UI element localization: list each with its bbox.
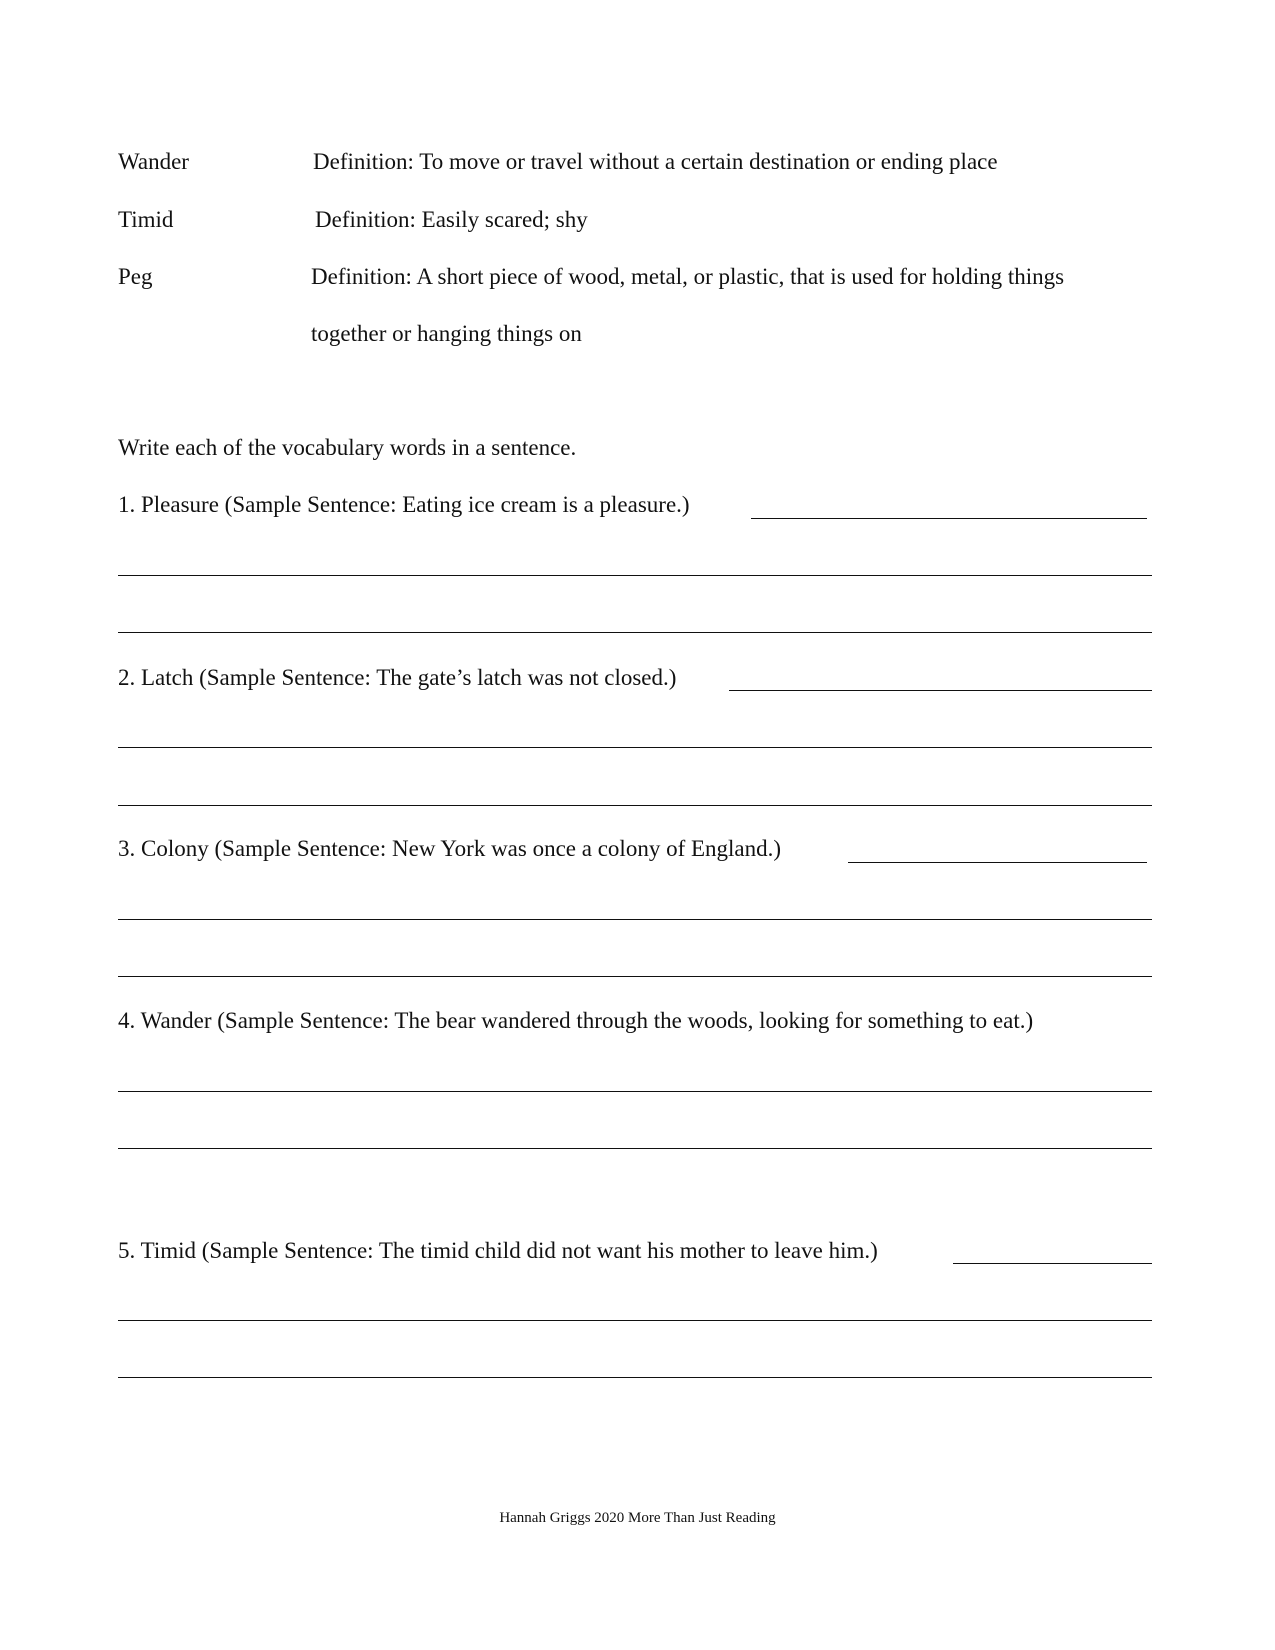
prompt-4: 4. Wander (Sample Sentence: The bear wandered through the woods, looking for something to eat.) [118, 1008, 1034, 1033]
answer-line[interactable] [729, 690, 1152, 691]
answer-line[interactable] [118, 632, 1152, 633]
answer-line[interactable] [118, 805, 1152, 806]
prompt-2: 2. Latch (Sample Sentence: The gate’s latch was not closed.) [118, 665, 677, 690]
vocab-definition-peg-continued: together or hanging things on [311, 321, 582, 346]
answer-line[interactable] [118, 919, 1152, 920]
vocab-word-timid: Timid [118, 207, 174, 232]
vocab-definition-timid: Definition: Easily scared; shy [315, 207, 588, 232]
vocab-word-wander: Wander [118, 149, 189, 174]
answer-line[interactable] [848, 862, 1147, 863]
vocab-definition-wander: Definition: To move or travel without a certain destination or ending place [313, 149, 998, 174]
answer-line[interactable] [118, 1148, 1152, 1149]
answer-line[interactable] [118, 747, 1152, 748]
answer-line[interactable] [118, 1377, 1152, 1378]
vocab-definition-peg: Definition: A short piece of wood, metal, or plastic, that is used for holding things [311, 264, 1065, 289]
vocab-word-peg: Peg [118, 264, 153, 289]
prompt-3: 3. Colony (Sample Sentence: New York was once a colony of England.) [118, 836, 782, 861]
instructions: Write each of the vocabulary words in a sentence. [118, 435, 577, 460]
answer-line[interactable] [953, 1263, 1152, 1264]
answer-line[interactable] [751, 518, 1147, 519]
footer-credit: Hannah Griggs 2020 More Than Just Reading [499, 1510, 776, 1526]
prompt-1: 1. Pleasure (Sample Sentence: Eating ice cream is a pleasure.) [118, 492, 690, 517]
answer-line[interactable] [118, 1320, 1152, 1321]
answer-line[interactable] [118, 1091, 1152, 1092]
answer-line[interactable] [118, 575, 1152, 576]
prompt-5: 5. Timid (Sample Sentence: The timid child did not want his mother to leave him.) [118, 1238, 878, 1263]
answer-line[interactable] [118, 976, 1152, 977]
